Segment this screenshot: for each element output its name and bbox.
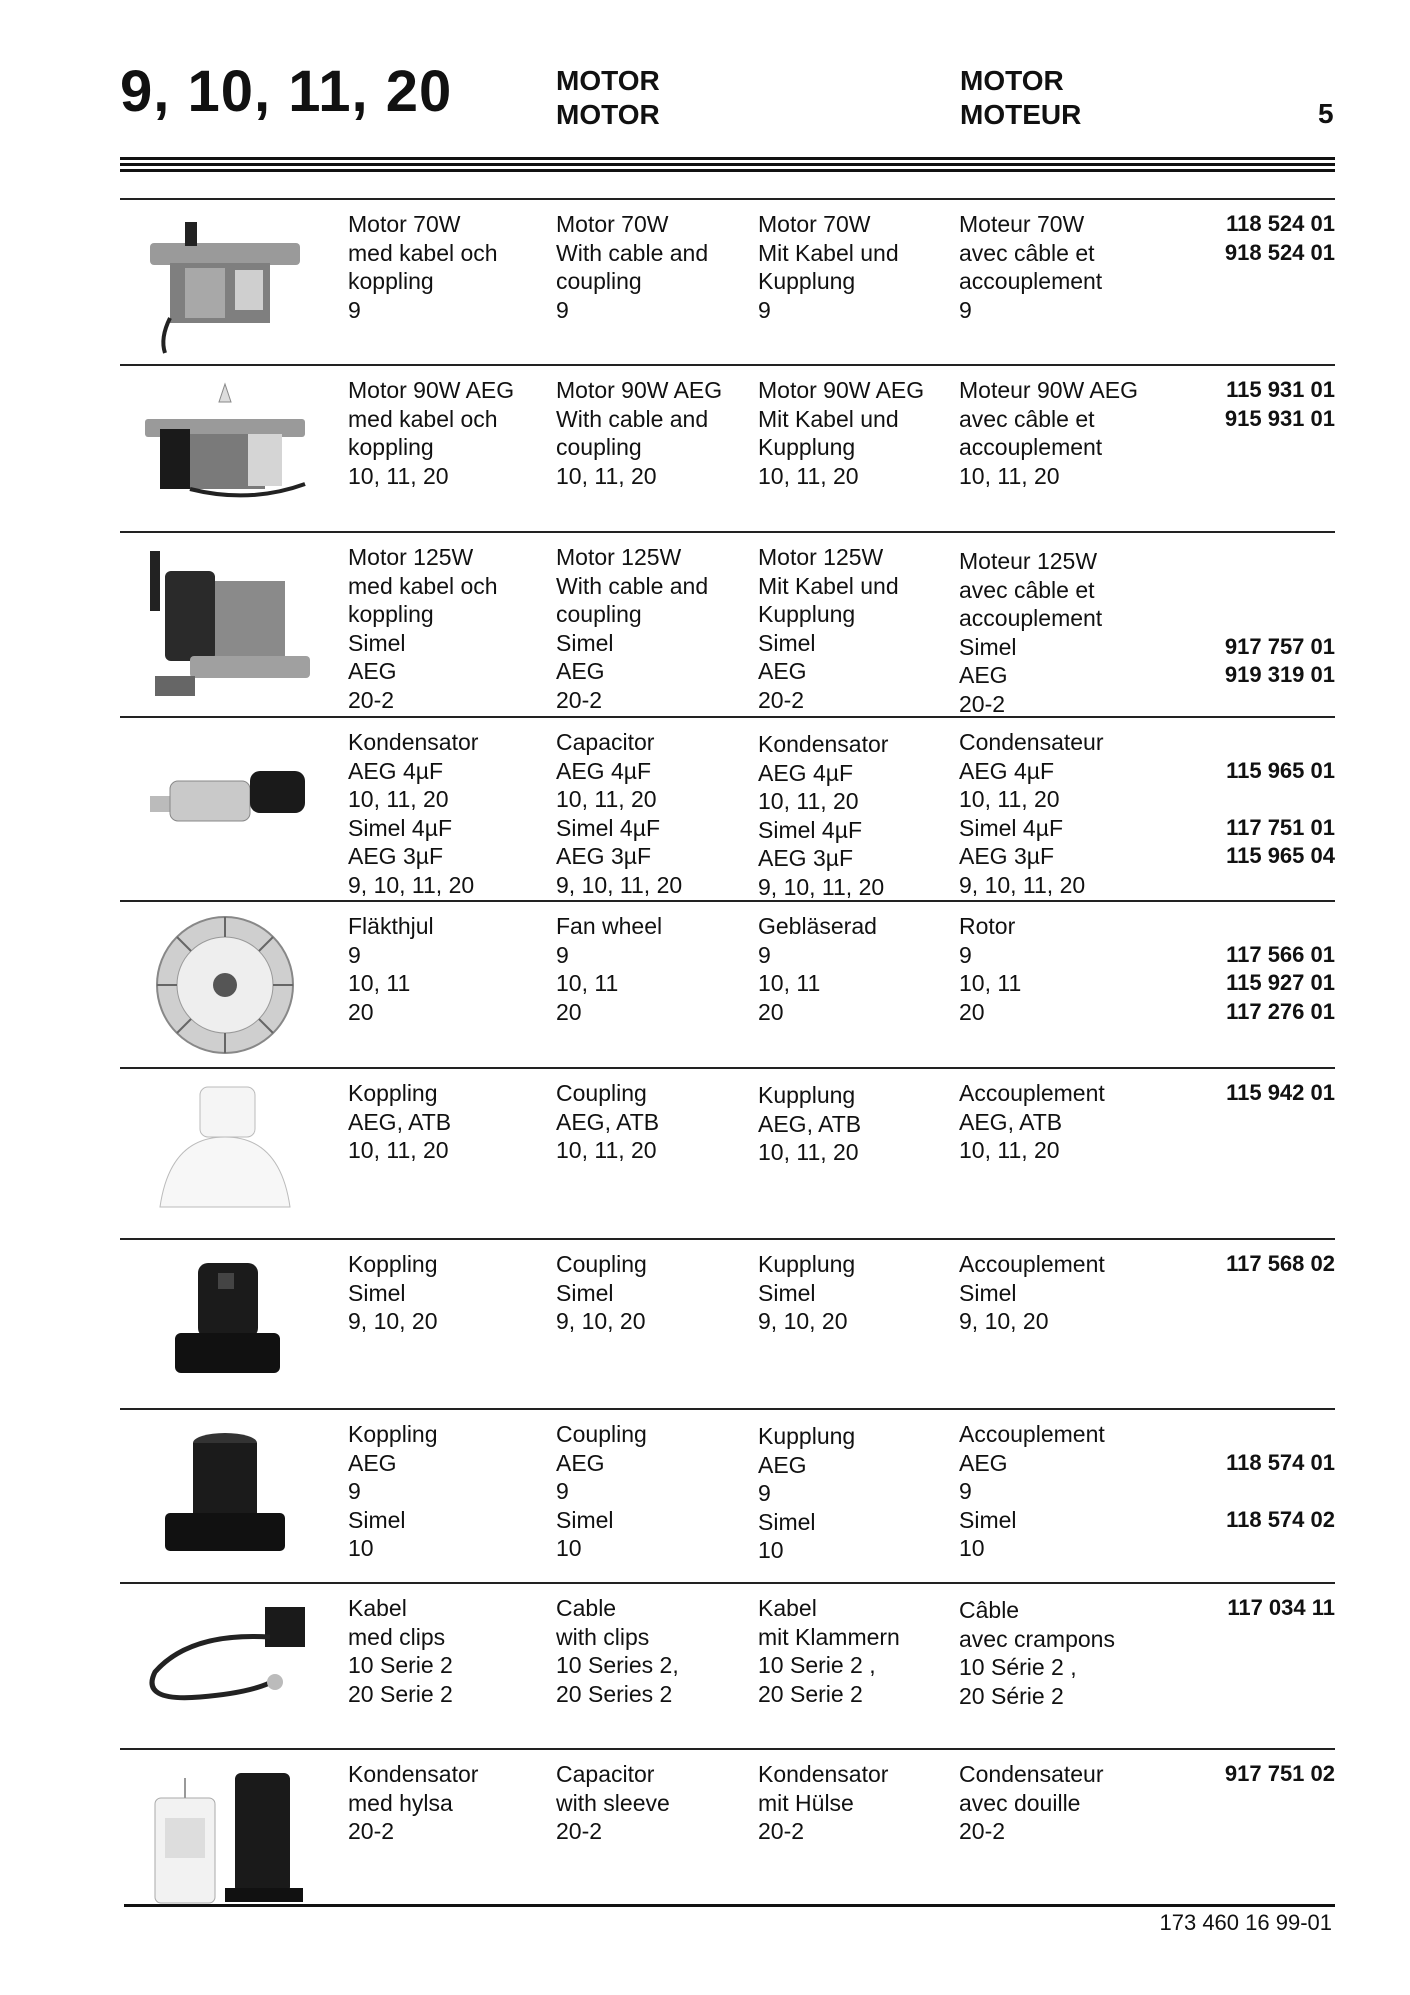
description-line: 10 Série 2 , [959,1654,1077,1680]
description-line: 20 Serie 2 [758,1680,863,1707]
description-line: 10 [348,1535,374,1561]
description-line: 10, 11, 20 [758,1139,859,1165]
description-line: Fan wheel [556,913,663,939]
part-number [1225,604,1335,633]
description-line: AEG 4µF [758,759,854,786]
description-line: Simel [758,629,816,656]
header-col-en: MOTOR [556,99,660,130]
row-divider [120,716,1335,718]
description-line: AEG 3µF [959,843,1055,869]
description-sv [348,1079,451,1165]
description-line: Kondensator [758,731,889,757]
description-line: Rotor [959,913,1016,939]
part-number: 117 568 02 [1226,1251,1335,1276]
part-number [1225,547,1335,576]
description-sv [348,912,434,1026]
row-divider [120,1408,1335,1410]
description-line: Kupplung [758,1423,856,1449]
part-number: 917 751 02 [1224,1761,1335,1786]
description-line: 9 [959,941,972,968]
description-line: 10, 11, 20 [556,462,657,489]
description-line: 20-2 [556,686,603,713]
description-de [758,912,877,1026]
description-line: Simel [959,1279,1017,1306]
description-fr [959,1596,1115,1710]
description-line: 10, 11, 20 [556,1137,657,1163]
part-numbers [1226,728,1335,899]
description-line: Kupplung [758,268,856,294]
description-de [758,730,888,901]
description-line: Simel 4µF [959,814,1063,841]
description-line: 10, 11, 20 [348,1137,449,1163]
description-line: mit Klammern [758,1623,900,1650]
description-line: Motor 70W [348,211,461,237]
part-numbers [1226,1250,1335,1279]
part-number: 117 276 01 [1226,998,1335,1024]
part-number: 117 751 01 [1226,814,1335,840]
description-line: 20 Series 2 [556,1680,673,1707]
description-line: 9 [959,1478,972,1504]
description-line: Condensateur [959,1761,1104,1787]
description-line: Koppling [348,1251,438,1277]
description-line: avec crampons [959,1625,1115,1652]
part-numbers [1225,547,1335,718]
part-number: 915 931 01 [1224,405,1335,431]
description-sv [348,210,498,324]
capacitor-photo [130,726,330,851]
row-divider [120,364,1335,366]
description-fr [959,912,1021,1026]
description-line: with clips [556,1623,650,1650]
description-line: AEG [959,662,1008,688]
description-line: 10 [959,1535,985,1561]
description-line: Motor 125W [348,544,474,570]
description-sv [348,728,478,899]
description-de [758,376,924,490]
description-line: Kabel [758,1595,817,1621]
part-numbers [1226,912,1335,1026]
coupling-simel-photo [130,1248,330,1403]
description-line: Capacitor [556,1761,655,1787]
part-number: 115 942 01 [1226,1080,1335,1105]
description-de [758,1594,900,1708]
table-row [120,1067,1335,1238]
part-number: 115 965 04 [1226,843,1335,868]
description-line: Kondensator [348,729,479,755]
description-en [556,376,722,490]
description-line: Simel [758,1508,816,1535]
description-line: 9, 10, 20 [556,1308,646,1334]
description-line: avec câble et [959,239,1095,266]
part-number: 118 524 01 [1226,211,1335,236]
description-line: AEG 3µF [556,843,652,869]
description-line: Simel 4µF [758,816,862,843]
description-line: Simel [758,1279,816,1306]
description-fr [959,1420,1105,1563]
row-divider [120,1067,1335,1069]
description-line: Moteur 125W [959,548,1098,574]
description-line: 9, 10, 20 [348,1308,438,1334]
description-line: Kupplung [758,434,856,460]
page-number: 5 [1318,98,1334,129]
description-line: 20 [556,998,582,1025]
description-line: med hylsa [348,1789,453,1816]
description-line: AEG 4µF [556,757,652,784]
row-divider [120,900,1335,902]
description-line: 20-2 [348,686,395,713]
table-row [120,1582,1335,1748]
description-en [556,1760,670,1846]
description-line: 9 [348,1478,361,1504]
part-number: 118 574 02 [1226,1506,1335,1532]
footer-doc-number: 173 460 16 99-01 [1159,1910,1332,1935]
description-fr [959,210,1102,324]
description-line: 9 [348,941,361,968]
description-line: 9, 10, 11, 20 [348,871,475,898]
description-line: 20 [758,998,784,1025]
description-line: koppling [348,601,434,627]
description-sv [348,1760,478,1846]
row-divider [120,1238,1335,1240]
part-number: 917 757 01 [1224,633,1335,659]
description-line: 20-2 [959,1818,1006,1844]
part-numbers [1225,1760,1335,1789]
part-number [1225,690,1335,719]
description-line: AEG 3µF [758,845,854,871]
part-number: 918 524 01 [1224,239,1335,265]
description-sv [348,1420,438,1563]
description-en [556,1250,647,1336]
header-rule-1 [120,157,1335,160]
description-line: Accouplement [959,1421,1105,1447]
capacitor-sleeve-photo [130,1758,330,1923]
description-line: Simel [556,629,614,656]
description-line: Kupplung [758,1251,856,1277]
row-divider [120,531,1335,533]
cable-photo [130,1592,330,1727]
part-number [1226,728,1335,757]
header-col-sv: MOTOR [556,65,660,96]
description-line: coupling [556,434,642,460]
description-line: 20-2 [758,686,805,713]
part-number [1226,1420,1335,1449]
description-line: 9 [758,296,771,323]
description-line: AEG 4µF [348,757,444,784]
description-de [758,210,899,324]
part-numbers [1225,376,1335,433]
description-line: accouplement [959,434,1103,460]
description-line: avec douille [959,1789,1081,1816]
description-en [556,912,662,1026]
part-number: 919 319 01 [1224,662,1335,687]
description-line: mit Hülse [758,1789,854,1816]
description-line: avec câble et [959,405,1095,432]
description-line: 9 [556,296,569,323]
table-row [120,1748,1335,1904]
description-line: AEG 3µF [348,843,444,869]
description-line: 9, 10, 11, 20 [556,871,683,898]
description-line: 10, 11, 20 [758,788,859,814]
part-number [1226,1477,1335,1506]
description-line: 10, 11, 20 [758,462,859,489]
description-line: accouplement [959,268,1103,294]
description-line: Câble [959,1597,1020,1623]
description-line: Gebläserad [758,913,877,939]
description-line: 10, 11 [758,970,821,996]
part-numbers [1226,1420,1335,1563]
description-line: 9 [758,1480,771,1506]
description-line: Motor 90W AEG [348,377,515,403]
description-line: 10 Series 2, [556,1652,679,1678]
description-line: AEG [556,658,605,684]
header-rule-3 [120,169,1335,172]
description-en [556,728,682,899]
description-line: Kabel [348,1595,407,1621]
description-line: AEG [348,1449,397,1476]
description-sv [348,1250,438,1336]
description-de [758,1422,855,1565]
description-fr [959,1079,1105,1165]
description-line: koppling [348,434,434,460]
description-en [556,1420,647,1563]
fan-wheel-photo [130,910,330,1065]
description-line: 20 Série 2 [959,1682,1064,1709]
description-line: Kondensator [348,1761,479,1787]
description-line: 20-2 [556,1818,603,1844]
description-line: Accouplement [959,1080,1105,1106]
part-number: 115 931 01 [1226,377,1335,402]
table-row [120,531,1335,716]
part-number [1225,576,1335,605]
description-line: Mit Kabel und [758,405,899,432]
description-de [758,543,899,714]
motor-70w-photo [130,208,330,363]
description-fr [959,1250,1105,1336]
description-line: Coupling [556,1251,647,1277]
description-line: 10, 11, 20 [348,786,449,812]
description-line: Condensateur [959,729,1104,755]
description-line: Cable [556,1595,617,1621]
description-line: med kabel och [348,239,498,266]
description-line: Moteur 70W [959,211,1085,237]
description-line: Capacitor [556,729,655,755]
motor-125w-photo [130,541,330,716]
page-models: 9, 10, 11, 20 [120,59,453,124]
table-row [120,198,1335,364]
description-line: 20 [959,998,985,1025]
description-line: 9, 10, 11, 20 [758,873,885,900]
description-de [758,1250,855,1336]
table-row [120,364,1335,531]
description-line: With cable and [556,405,709,432]
description-line: Mit Kabel und [758,572,899,599]
row-divider [120,198,1335,200]
description-line: 10, 11, 20 [959,462,1060,489]
part-numbers [1226,1079,1335,1108]
description-fr [959,1760,1104,1846]
description-line: 9, 10, 20 [758,1308,848,1334]
description-line: AEG [556,1449,605,1476]
table-row [120,716,1335,900]
motor-90w-photo [130,374,330,529]
description-sv [348,376,514,490]
row-divider [120,1748,1335,1750]
description-line: Fläkthjul [348,913,434,939]
description-line: accouplement [959,605,1103,631]
description-line: Koppling [348,1080,438,1106]
header-rule-2 [120,163,1335,166]
description-line: Kupplung [758,1082,856,1108]
description-en [556,210,708,324]
description-line: coupling [556,268,642,294]
description-line: Simel [959,1506,1017,1533]
part-number: 115 927 01 [1226,970,1335,995]
description-line: med kabel och [348,572,498,599]
description-fr [959,547,1102,718]
description-line: AEG, ATB [348,1108,452,1135]
description-line: Motor 70W [556,211,669,237]
description-line: AEG, ATB [758,1110,862,1137]
description-line: Simel [348,1506,406,1533]
description-line: AEG, ATB [959,1108,1063,1135]
description-en [556,1079,659,1165]
description-line: 9 [348,296,361,323]
part-number: 115 965 01 [1226,757,1335,783]
description-line: AEG [348,658,397,684]
description-en [556,1594,679,1708]
description-line: coupling [556,601,642,627]
description-line: 10, 11 [959,970,1022,996]
description-line: Kondensator [758,1761,889,1787]
coupling-aeg-photo [130,1418,330,1573]
description-line: Motor 90W AEG [758,377,925,403]
description-line: Motor 70W [758,211,871,237]
table-row [120,1408,1335,1582]
description-line: 10, 11, 20 [348,462,449,489]
description-line: AEG 4µF [959,757,1055,784]
description-fr [959,728,1104,899]
description-en [556,543,708,714]
description-de [758,1081,861,1167]
description-line: 10, 11, 20 [959,786,1060,812]
description-line: 10 [556,1535,582,1561]
part-number [1226,912,1335,941]
description-line: 9, 10, 20 [959,1308,1049,1334]
description-line: With cable and [556,239,709,266]
description-line: med clips [348,1623,446,1650]
part-numbers [1225,210,1335,267]
description-line: 10 [758,1537,784,1563]
header-col-de: MOTOR [960,65,1064,96]
description-fr [959,376,1138,490]
description-line: Mit Kabel und [758,239,899,266]
row-divider [120,1582,1335,1584]
description-line: 9 [758,941,771,968]
description-line: 9 [556,1478,569,1504]
description-line: AEG [758,658,807,684]
description-line: Coupling [556,1421,647,1447]
description-line: Simel [556,1279,614,1306]
header-col-fr: MOTEUR [960,99,1082,130]
table-row [120,1238,1335,1408]
description-line: 10 Serie 2 [348,1652,453,1678]
description-line: 9 [556,941,569,968]
part-number: 117 034 11 [1227,1595,1335,1620]
description-line: 20-2 [348,1818,395,1844]
description-line: 10, 11 [556,970,619,996]
part-number: 118 574 01 [1226,1449,1335,1475]
description-sv [348,1594,453,1708]
description-line: 10, 11 [348,970,411,996]
description-line: Accouplement [959,1251,1105,1277]
part-number: 117 566 01 [1226,941,1335,967]
description-line: 20-2 [959,690,1006,717]
description-line: 9, 10, 11, 20 [959,871,1086,898]
description-line: Motor 90W AEG [556,377,723,403]
description-line: AEG [758,1451,807,1478]
description-line: 20-2 [758,1818,805,1844]
description-line: avec câble et [959,576,1095,603]
description-line: 10 Serie 2 , [758,1652,876,1678]
description-line: Simel [959,633,1017,660]
coupling-white-photo [130,1077,330,1232]
description-line: Motor 125W [556,544,682,570]
part-numbers [1227,1594,1335,1623]
description-line: Motor 125W [758,544,884,570]
part-number [1226,785,1335,814]
description-line: Koppling [348,1421,438,1447]
description-line: 10, 11, 20 [959,1137,1060,1163]
description-line: Simel 4µF [556,814,660,841]
description-line: With cable and [556,572,709,599]
description-sv [348,543,498,714]
description-line: Simel [556,1506,614,1533]
description-line: Simel 4µF [348,814,452,841]
description-line: Moteur 90W AEG [959,377,1138,403]
description-de [758,1760,888,1846]
description-line: Simel [348,1279,406,1306]
part-number [1226,1534,1335,1563]
description-line: 20 [348,998,374,1025]
part-number [1226,871,1335,900]
description-line: with sleeve [556,1789,670,1816]
description-line: 20 Serie 2 [348,1680,453,1707]
description-line: Kupplung [758,601,856,627]
description-line: med kabel och [348,405,498,432]
description-line: AEG [959,1449,1008,1476]
description-line: koppling [348,268,434,294]
description-line: 9 [959,296,972,323]
description-line: 10, 11, 20 [556,786,657,812]
description-line: Coupling [556,1080,647,1106]
table-row [120,900,1335,1067]
bottom-rule [124,1904,1335,1907]
description-line: AEG, ATB [556,1108,660,1135]
description-line: Simel [348,629,406,656]
